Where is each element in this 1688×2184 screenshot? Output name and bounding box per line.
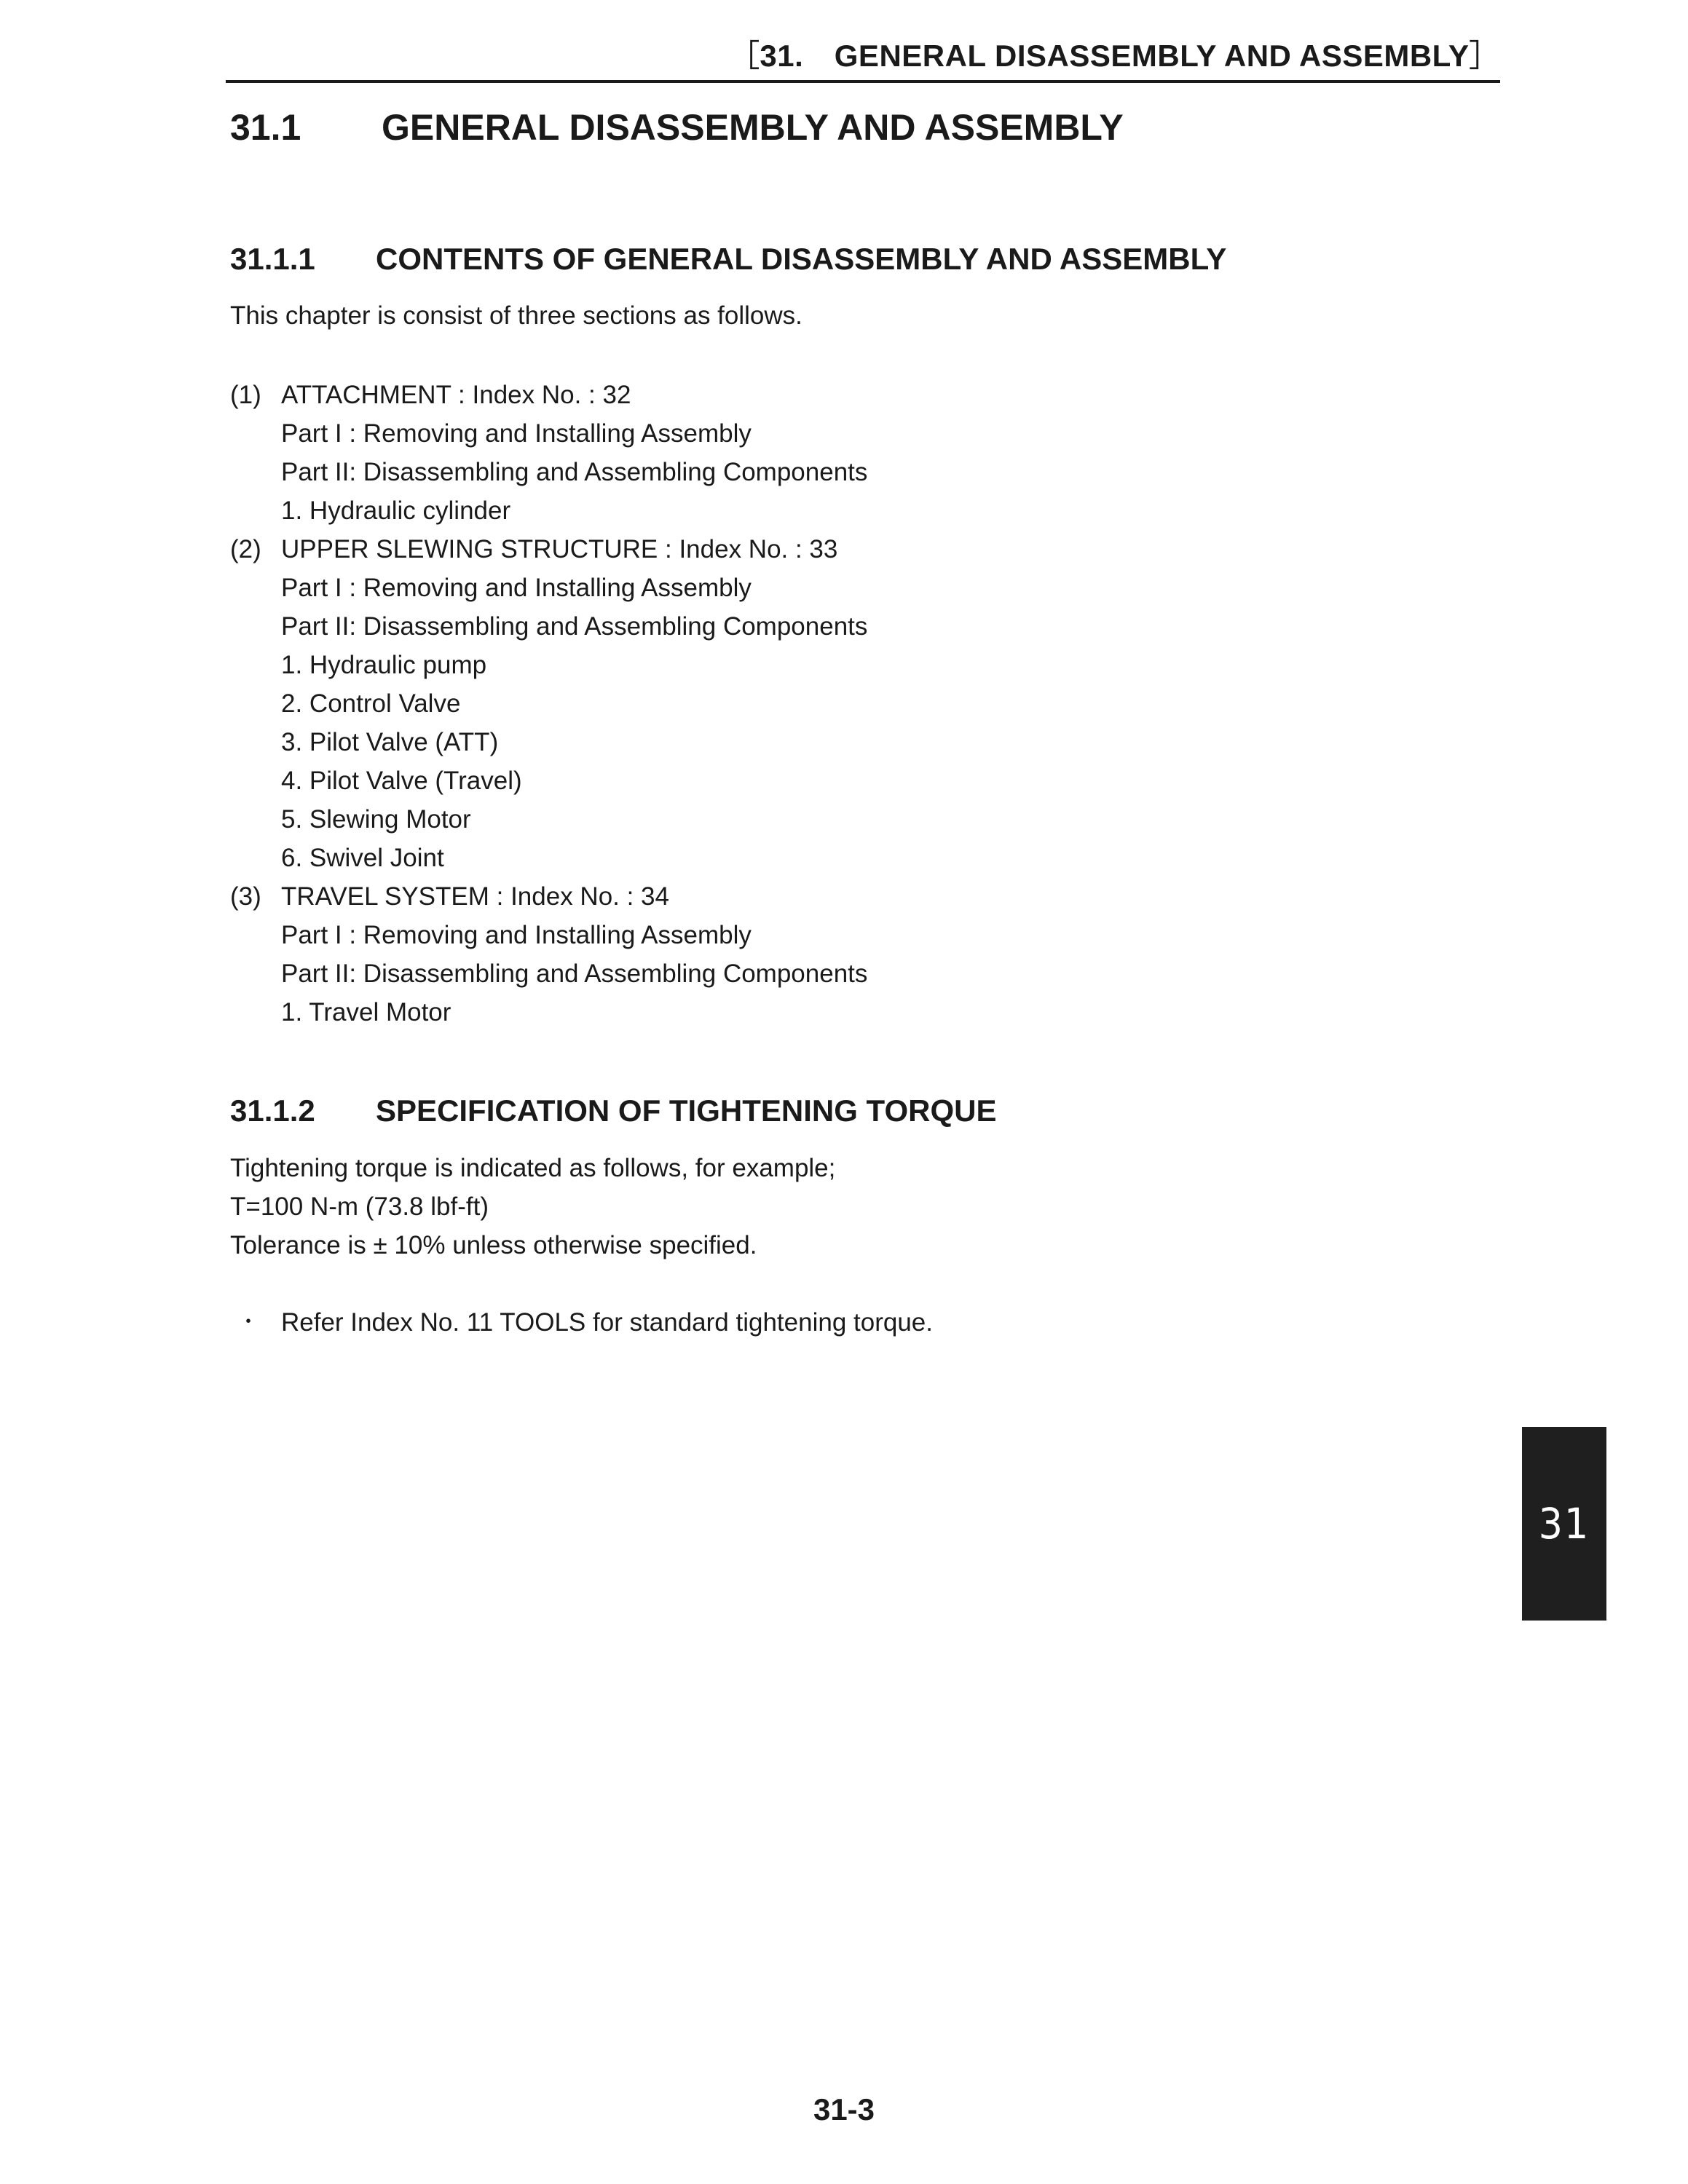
- list-item-text: 5. Slewing Motor: [281, 805, 471, 834]
- list-item-text: Part I : Removing and Installing Assembly: [281, 921, 752, 949]
- list-item-text: TRAVEL SYSTEM : Index No. : 34: [281, 882, 669, 911]
- bullet-icon: ・: [237, 1310, 259, 1334]
- list-item-marker: (3): [230, 882, 261, 911]
- list-item-text: 3. Pilot Valve (ATT): [281, 728, 499, 756]
- list-item-marker: (1): [230, 381, 261, 409]
- list-item-text: Part II: Disassembling and Assembling Components: [281, 458, 868, 486]
- list-item-marker: (2): [230, 535, 261, 563]
- list-item-text: 4. Pilot Valve (Travel): [281, 767, 522, 795]
- list-item-text: 1. Hydraulic cylinder: [281, 496, 511, 525]
- tolerance-line: Tolerance is ± 10% unless otherwise specified.: [230, 1231, 757, 1259]
- subsection-number: 31.1.1: [230, 242, 315, 276]
- list-item-text: 1. Hydraulic pump: [281, 651, 487, 679]
- subsection-number: 31.1.2: [230, 1093, 315, 1128]
- torque-example-line: T=100 N-m (73.8 lbf-ft): [230, 1192, 489, 1221]
- list-item-text: Part I : Removing and Installing Assembly: [281, 574, 752, 602]
- running-header-title: ［31. GENERAL DISASSEMBLY AND ASSEMBLY］: [728, 39, 1500, 73]
- section-number: 31.1: [230, 107, 301, 148]
- subsection-heading-contents: [230, 242, 1226, 277]
- intro-paragraph: This chapter is consist of three sections as follows.: [230, 301, 802, 330]
- list-item-text: UPPER SLEWING STRUCTURE : Index No. : 33: [281, 535, 838, 563]
- list-item-text: 6. Swivel Joint: [281, 844, 444, 872]
- list-item-text: 2. Control Valve: [281, 689, 461, 718]
- list-item-text: 1. Travel Motor: [281, 998, 451, 1026]
- subsection-title: SPECIFICATION OF TIGHTENING TORQUE: [376, 1093, 997, 1128]
- torque-paragraph-line: Tightening torque is indicated as follows, for example;: [230, 1154, 836, 1182]
- page-number: 31-3: [813, 2092, 875, 2126]
- list-item-text: Part II: Disassembling and Assembling Components: [281, 960, 868, 988]
- section-heading: [230, 106, 1124, 149]
- section-title: GENERAL DISASSEMBLY AND ASSEMBLY: [382, 107, 1124, 148]
- subsection-heading-torque: [230, 1093, 996, 1128]
- list-item-text: ATTACHMENT : Index No. : 32: [281, 381, 631, 409]
- running-header: [226, 32, 1500, 83]
- reference-note-text: Refer Index No. 11 TOOLS for standard tightening torque.: [281, 1308, 933, 1337]
- chapter-side-tab: 31: [1522, 1427, 1606, 1621]
- subsection-title: CONTENTS OF GENERAL DISASSEMBLY AND ASSEMBLY: [376, 242, 1227, 276]
- list-item-text: Part II: Disassembling and Assembling Components: [281, 612, 868, 641]
- list-item-text: Part I : Removing and Installing Assembly: [281, 419, 752, 448]
